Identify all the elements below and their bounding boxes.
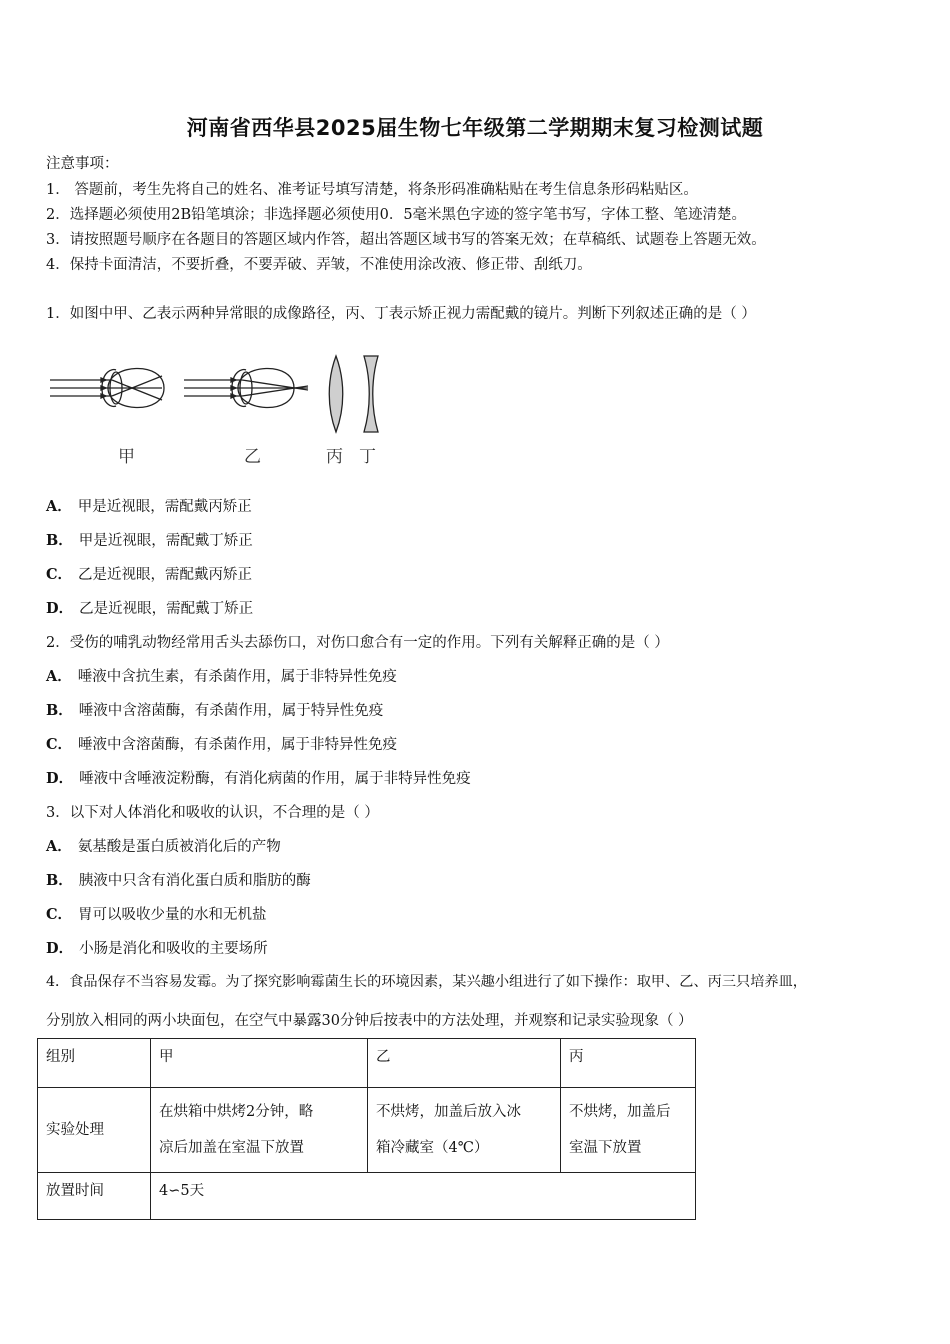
q3-option-c [46,903,267,924]
option-letter: C． [46,566,73,583]
table-row-duration [38,1173,696,1220]
option-letter: D． [46,600,74,617]
table-row-treatment [38,1088,696,1173]
q1-option-c [46,563,252,584]
q3-option-a [46,835,281,856]
q2-option-b [46,699,383,720]
table-cell: 甲 [151,1039,368,1088]
q3-option-d [46,937,268,958]
page-title: 河南省西华县2025届生物七年级第二学期期末复习检测试题 [186,116,764,140]
table-cell: 实验处理 [38,1088,151,1173]
figure-label-bing: 丙 [326,447,343,467]
q1-stem: 1．如图中甲、乙表示两种异常眼的成像路径，丙、丁表示矫正视力需配戴的镜片。判断下列叙述正确的是（ ） [46,306,756,322]
concave-lens-ding [364,356,378,432]
table-cell: 丙 [561,1039,696,1088]
option-letter: A． [46,668,72,685]
q2-stem: 2．受伤的哺乳动物经常用舌头去舔伤口，对伤口愈合有一定的作用。下列有关解释正确的是（ ） [46,635,669,651]
option-text: 唾液中含溶菌酶，有杀菌作用，属于非特异性免疫 [78,737,398,753]
q3-option-b [46,869,311,890]
convex-lens-bing [329,356,343,432]
table-cell: 组别 [38,1039,151,1088]
option-letter: A． [46,838,72,855]
table-cell: 4∽5天 [151,1173,696,1220]
eye-yi-diagram [184,368,308,407]
eye-lens-figure [46,350,386,475]
cell-line: 不烘烤，加盖后放入冰 [376,1104,521,1120]
notice-item-1: 1． 答题前，考生先将自己的姓名、准考证号填写清楚，将条形码准确粘贴在考生信息条形码粘贴区。 [46,182,698,198]
q2-option-c [46,733,397,754]
option-letter: D． [46,940,74,957]
figure-label-ding: 丁 [359,447,376,467]
q2-option-a [46,665,397,686]
notice-item-3: 3．请按照题号顺序在各题目的答题区域内作答，超出答题区域书写的答案无效；在草稿纸、试题卷上答题无效。 [46,232,766,248]
option-letter: A． [46,498,72,515]
option-text: 唾液中含抗生素，有杀菌作用，属于非特异性免疫 [77,669,397,685]
q1-option-b [46,529,253,550]
table-cell: 放置时间 [38,1173,151,1220]
table-cell: 乙 [368,1039,561,1088]
option-letter: B． [46,532,73,549]
table-cell [368,1088,561,1173]
experiment-table [37,1038,696,1220]
q1-option-d [46,597,253,618]
q3-stem: 3．以下对人体消化和吸收的认识，不合理的是（ ） [46,805,379,821]
option-text: 甲是近视眼，需配戴丙矫正 [77,499,252,515]
figure-label-yi: 乙 [244,447,261,467]
cell-line: 在烘箱中烘烤2分钟，略 [159,1104,314,1120]
option-letter: C． [46,906,73,923]
option-text: 氨基酸是蛋白质被消化后的产物 [77,839,281,855]
option-letter: C． [46,736,73,753]
eye-jia-diagram [50,368,164,407]
option-letter: B． [46,872,73,889]
option-letter: D． [46,770,74,787]
option-text: 小肠是消化和吸收的主要场所 [79,941,268,957]
table-cell [561,1088,696,1173]
notice-item-2: 2．选择题必须使用2B铅笔填涂；非选择题必须使用0．5毫米黑色字迹的签字笔书写，字体工整、笔迹清楚。 [46,207,747,223]
figure-label-jia: 甲 [118,447,135,467]
q1-option-a [46,495,252,516]
cell-line: 室温下放置 [569,1140,642,1156]
option-text: 胃可以吸收少量的水和无机盐 [78,907,267,923]
option-text: 甲是近视眼，需配戴丁矫正 [78,533,253,549]
cell-line: 箱冷藏室（4℃） [376,1140,489,1156]
q4-stem-line-1: 4．食品保存不当容易发霉。为了探究影响霉菌生长的环境因素，某兴趣小组进行了如下操作：取甲、乙、丙三只培养皿， [46,974,807,990]
cell-line: 凉后加盖在室温下放置 [159,1140,304,1156]
table-cell [151,1088,368,1173]
option-text: 乙是近视眼，需配戴丁矫正 [79,601,254,617]
option-text: 唾液中含唾液淀粉酶，有消化病菌的作用，属于非特异性免疫 [79,771,471,787]
option-letter: B． [46,702,73,719]
cell-line: 不烘烤，加盖后 [569,1104,671,1120]
option-text: 唾液中含溶菌酶，有杀菌作用，属于特异性免疫 [78,703,384,719]
notice-heading: 注意事项： [46,156,119,172]
option-text: 胰液中只含有消化蛋白质和脂肪的酶 [78,873,311,889]
option-text: 乙是近视眼，需配戴丙矫正 [78,567,253,583]
notice-item-4: 4．保持卡面清洁，不要折叠，不要弄破、弄皱，不准使用涂改液、修正带、刮纸刀。 [46,257,592,273]
q2-option-d [46,767,471,788]
q4-stem-line-2: 分别放入相同的两小块面包，在空气中暴露30分钟后按表中的方法处理，并观察和记录实验现象（ ） [46,1013,693,1029]
table-row-group [38,1039,696,1088]
